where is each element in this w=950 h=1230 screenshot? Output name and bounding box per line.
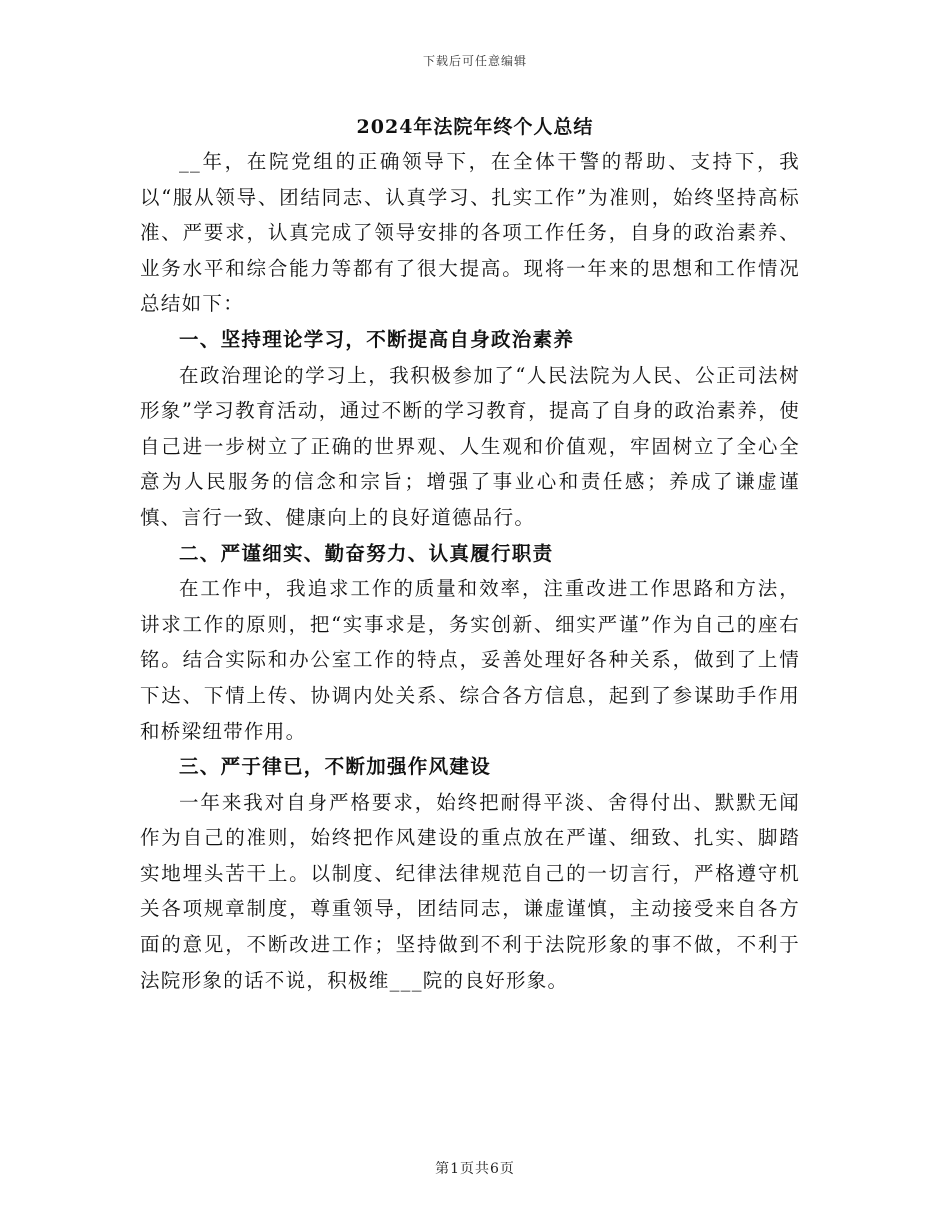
paragraph-section-1: 在政治理论的学习上，我积极参加了“人民法院为人民、公正司法树形象”学习教育活动，通过不断的学习教育，提高了自身的政治素养，使自己进一步树立了正确的世界观、人生观和价值观，牢固树立了全心全意为人民服务的信念和宗旨；增强了事业心和责任感；养成了谦虚谨慎、言行一致、健康向上的良好道德品行。 xyxy=(140,363,800,529)
header-note: 下载后可任意编辑 xyxy=(422,54,527,68)
document-body xyxy=(140,144,800,998)
page-number: 第1页共6页 xyxy=(435,1161,515,1177)
section-heading-1: 一、坚持理论学习，不断提高自身政治素养 xyxy=(179,327,575,351)
paragraph-section-3: 一年来我对自身严格要求，始终把耐得平淡、舍得付出、默默无闻作为自己的准则，始终把作风建设的重点放在严谨、细致、扎实、脚踏实地埋头苦干上。以制度、纪律法律规范自己的一切言行，严格遵守机关各项规章制度，尊重领导，团结同志，谦虚谨慎，主动接受来自各方面的意见，不断改进工作；坚持做到不利于法院形象的事不做，不利于法院形象的话不说，积极维___院的良好形象。 xyxy=(140,790,800,992)
section-heading-2: 二、严谨细实、勤奋努力、认真履行职责 xyxy=(179,541,554,565)
document-title: 2024年法院年终个人总结 xyxy=(356,116,594,138)
section-heading-3: 三、严于律已，不断加强作风建设 xyxy=(179,755,492,779)
paragraph-section-2: 在工作中，我追求工作的质量和效率，注重改进工作思路和方法，讲求工作的原则，把“实事求是，务实创新、细实严谨”作为自己的座右铭。结合实际和办公室工作的特点，妥善处理好各种关系，做到了上情下达、下情上传、协调内处关系、综合各方信息，起到了参谋助手作用和桥梁纽带作用。 xyxy=(140,577,800,743)
paragraph-intro: __年，在院党组的正确领导下，在全体干警的帮助、支持下，我以“服从领导、团结同志、认真学习、扎实工作”为准则，始终坚持高标准、严要求，认真完成了领导安排的各项工作任务，自身的政治素养、业务水平和综合能力等都有了很大提高。现将一年来的思想和工作情况总结如下： xyxy=(140,150,800,316)
